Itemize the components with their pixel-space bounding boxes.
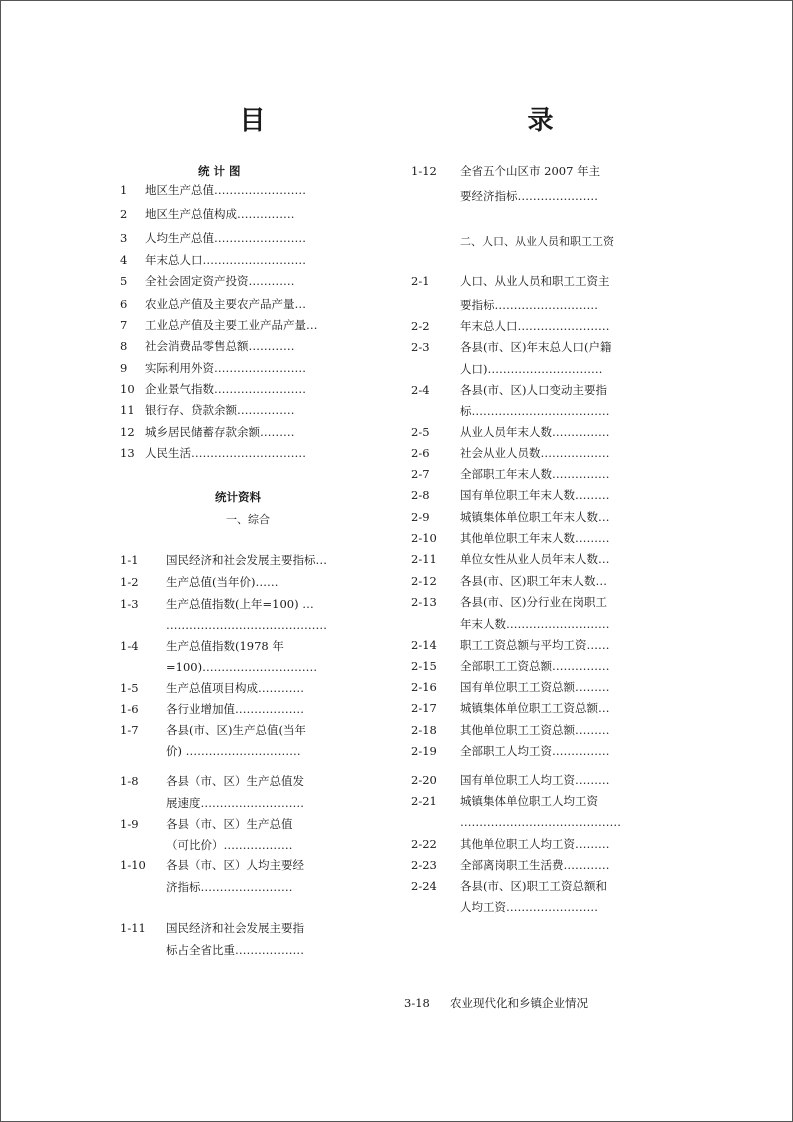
toc-number: 2	[120, 207, 128, 221]
toc-entry[interactable]: 年末总人口………………………	[145, 253, 306, 267]
toc-entry[interactable]: 其他单位职工年末人数………	[460, 531, 610, 545]
toc-number: 2-19	[411, 744, 437, 758]
toc-entry-continued[interactable]: ……………………………………	[460, 815, 621, 829]
toc-entry[interactable]: 生产总值(当年价)……	[166, 575, 279, 589]
toc-number: 12	[120, 425, 135, 439]
toc-entry[interactable]: 农业现代化和乡镇企业情况	[450, 996, 588, 1010]
toc-number: 8	[120, 339, 128, 353]
toc-entry[interactable]: 人均生产总值……………………	[145, 231, 306, 245]
toc-number: 3	[120, 231, 128, 245]
data-heading: 统计资料	[215, 490, 261, 504]
toc-entry[interactable]: 农业总产值及主要农产品产量…	[145, 297, 306, 311]
toc-number: 13	[120, 446, 135, 460]
toc-number: 1-2	[120, 575, 139, 589]
toc-number: 1-8	[120, 774, 139, 788]
toc-number: 3-18	[404, 996, 430, 1010]
toc-number: 2-23	[411, 858, 437, 872]
toc-number: 2-5	[411, 425, 430, 439]
toc-entry-continued[interactable]: 人均工资……………………	[460, 900, 598, 914]
toc-entry[interactable]: 全部职工年末人数……………	[460, 467, 610, 481]
toc-number: 2-24	[411, 879, 437, 893]
toc-entry[interactable]: 从业人员年末人数……………	[460, 425, 610, 439]
toc-entry[interactable]: 年末总人口……………………	[460, 319, 610, 333]
toc-entry[interactable]: 地区生产总值……………………	[145, 183, 306, 197]
toc-number: 2-3	[411, 340, 430, 354]
toc-entry[interactable]: 全社会固定资产投资…………	[145, 274, 295, 288]
toc-number: 2-1	[411, 274, 430, 288]
toc-entry[interactable]: 各县(市、区)职工年末人数…	[460, 574, 607, 588]
toc-entry-continued[interactable]: 要指标………………………	[460, 298, 598, 312]
toc-entry[interactable]: 其他单位职工人均工资………	[460, 837, 610, 851]
toc-entry[interactable]: 城镇集体单位职工年末人数…	[460, 510, 610, 524]
toc-number: 1-9	[120, 817, 139, 831]
toc-entry-continued[interactable]: 价) …………………………	[166, 744, 301, 758]
toc-number: 2-21	[411, 794, 437, 808]
toc-number: 1	[120, 183, 128, 197]
toc-entry[interactable]: 生产总值指数(上年=100) …	[166, 597, 314, 611]
toc-entry[interactable]: 城镇集体单位职工人均工资	[460, 794, 598, 808]
toc-number: 2-18	[411, 723, 437, 737]
toc-entry[interactable]: 生产总值项目构成…………	[166, 681, 304, 695]
toc-entry[interactable]: 国有单位职工人均工资………	[460, 773, 610, 787]
toc-entry-continued[interactable]: 标………………………………	[460, 404, 610, 418]
toc-entry[interactable]: 人口、从业人员和职工工资主	[460, 274, 610, 288]
toc-number: 1-3	[120, 597, 139, 611]
toc-entry[interactable]: 全部职工人均工资……………	[460, 744, 610, 758]
toc-number: 1-5	[120, 681, 139, 695]
toc-number: 5	[120, 274, 128, 288]
toc-entry[interactable]: 其他单位职工工资总额………	[460, 723, 610, 737]
toc-entry-continued[interactable]: 年末人数………………………	[460, 617, 610, 631]
toc-entry-continued[interactable]: 展速度………………………	[166, 796, 304, 810]
toc-number: 2-20	[411, 773, 437, 787]
toc-number: 2-7	[411, 467, 430, 481]
toc-entry[interactable]: 地区生产总值构成……………	[145, 207, 295, 221]
toc-entry[interactable]: 各县（市、区）生产总值	[166, 817, 293, 831]
toc-number: 11	[120, 403, 135, 417]
toc-entry[interactable]: 各县(市、区)职工工资总额和	[460, 879, 607, 893]
toc-entry[interactable]: 各县(市、区)年末总人口(户籍	[460, 340, 612, 354]
toc-number: 2-12	[411, 574, 437, 588]
toc-number: 7	[120, 318, 128, 332]
toc-number: 1-11	[120, 921, 146, 935]
toc-entry[interactable]: 全省五个山区市 2007 年主	[460, 164, 601, 178]
toc-entry[interactable]: 各县（市、区）人均主要经	[166, 858, 304, 872]
toc-number: 2-9	[411, 510, 430, 524]
toc-number: 2-10	[411, 531, 437, 545]
toc-number: 4	[120, 253, 128, 267]
toc-number: 2-8	[411, 488, 430, 502]
toc-entry[interactable]: 国民经济和社会发展主要指标…	[166, 553, 327, 567]
toc-entry-continued[interactable]: 标占全省比重………………	[166, 943, 304, 957]
toc-entry[interactable]: 各县(市、区)生产总值(当年	[166, 723, 306, 737]
toc-number: 10	[120, 382, 135, 396]
toc-number: 2-4	[411, 383, 430, 397]
section2-heading: 二、人口、从业人员和职工工资	[460, 235, 614, 248]
toc-number: 2-11	[411, 552, 437, 566]
toc-entry[interactable]: 国有单位职工年末人数………	[460, 488, 610, 502]
page-title: 目 录	[239, 106, 624, 136]
toc-entry[interactable]: 银行存、贷款余额……………	[145, 403, 295, 417]
toc-number: 1-6	[120, 702, 139, 716]
toc-entry[interactable]: 各行业增加值………………	[166, 702, 304, 716]
toc-entry[interactable]: 国有单位职工工资总额………	[460, 680, 610, 694]
toc-entry[interactable]: 全部职工工资总额……………	[460, 659, 610, 673]
toc-entry[interactable]: 城乡居民储蓄存款余额………	[145, 425, 295, 439]
toc-entry-continued[interactable]: （可比价）………………	[166, 838, 293, 852]
toc-number: 2-13	[411, 595, 437, 609]
toc-number: 1-4	[120, 639, 139, 653]
toc-number: 2-17	[411, 701, 437, 715]
toc-entry[interactable]: 实际利用外资……………………	[145, 361, 306, 375]
toc-entry-continued[interactable]: 人口)…………………………	[460, 362, 603, 376]
toc-entry[interactable]: 企业景气指数……………………	[145, 382, 306, 396]
toc-number: 2-6	[411, 446, 430, 460]
toc-entry-continued[interactable]: ……………………………………	[166, 618, 327, 632]
toc-entry-continued[interactable]: =100)…………………………	[166, 660, 318, 674]
toc-number: 2-16	[411, 680, 437, 694]
toc-number: 2-2	[411, 319, 430, 333]
toc-number: 2-22	[411, 837, 437, 851]
toc-entry[interactable]: 工业总产值及主要工业产品产量…	[145, 318, 318, 332]
toc-entry[interactable]: 全部离岗职工生活费…………	[460, 858, 610, 872]
toc-entry[interactable]: 人民生活…………………………	[145, 446, 306, 460]
toc-entry[interactable]: 职工工资总额与平均工资……	[460, 638, 610, 652]
charts-heading: 统 计 图	[198, 164, 241, 178]
toc-number: 1-1	[120, 553, 139, 567]
toc-number: 1-12	[411, 164, 437, 178]
toc-entry[interactable]: 社会从业人员数………………	[460, 446, 610, 460]
toc-number: 1-7	[120, 723, 139, 737]
toc-number: 2-15	[411, 659, 437, 673]
section1-heading: 一、综合	[226, 513, 270, 526]
toc-entry[interactable]: 单位女性从业人员年末人数…	[460, 552, 610, 566]
toc-entry-continued[interactable]: 济指标……………………	[166, 880, 293, 894]
toc-entry[interactable]: 社会消费品零售总额…………	[145, 339, 295, 353]
toc-entry[interactable]: 生产总值指数(1978 年	[166, 639, 284, 653]
toc-entry-continued[interactable]: 要经济指标…………………	[460, 189, 598, 203]
toc-entry[interactable]: 各县（市、区）生产总值发	[166, 774, 304, 788]
toc-entry[interactable]: 国民经济和社会发展主要指	[166, 921, 304, 935]
toc-number: 9	[120, 361, 128, 375]
toc-entry[interactable]: 城镇集体单位职工工资总额…	[460, 701, 610, 715]
toc-number: 6	[120, 297, 128, 311]
toc-number: 2-14	[411, 638, 437, 652]
toc-number: 1-10	[120, 858, 146, 872]
toc-entry[interactable]: 各县(市、区)分行业在岗职工	[460, 595, 607, 609]
toc-entry[interactable]: 各县(市、区)人口变动主要指	[460, 383, 607, 397]
